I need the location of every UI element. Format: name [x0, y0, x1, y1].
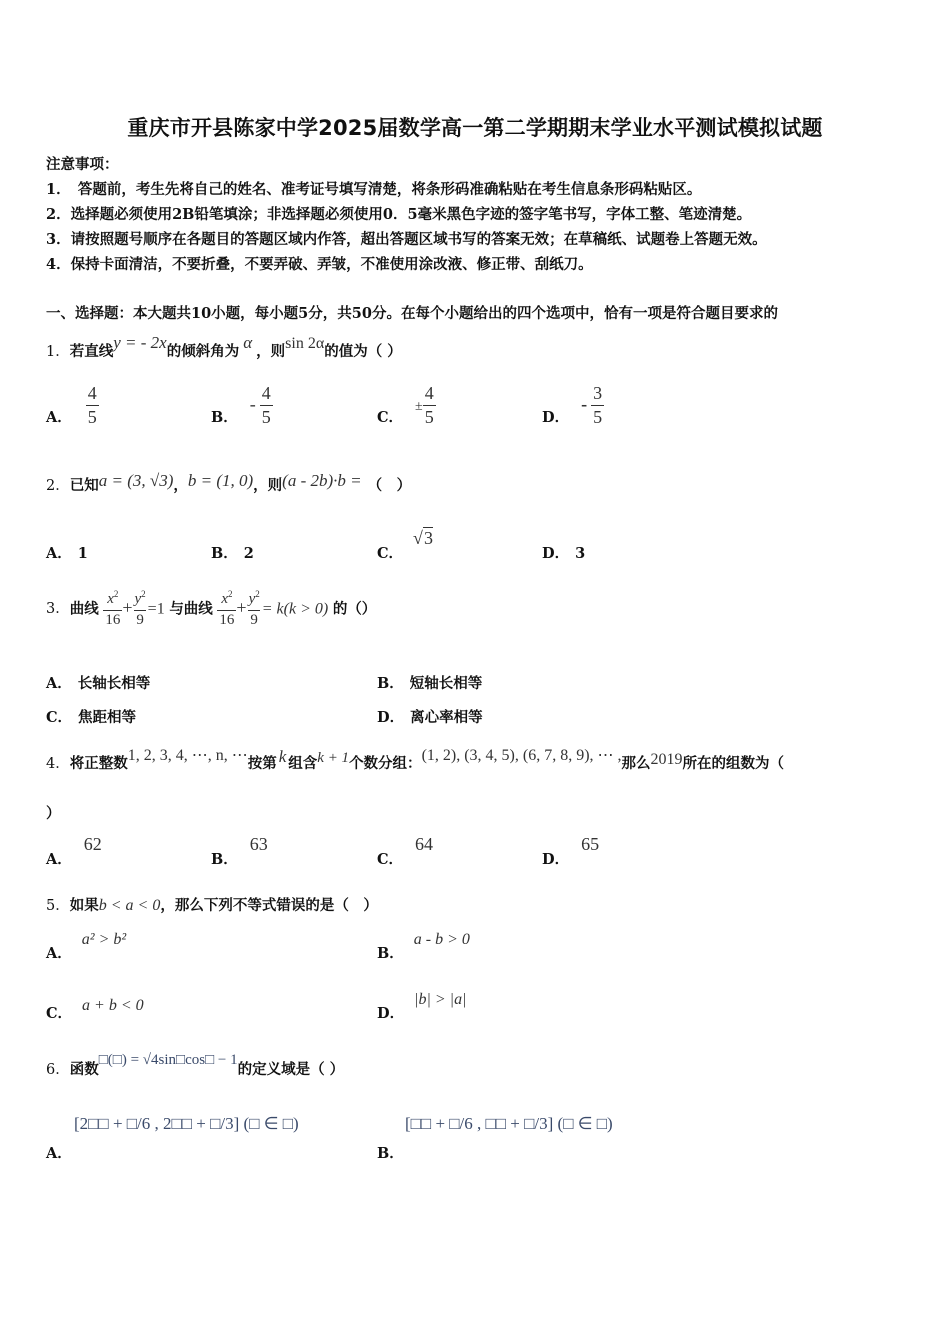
option-a[interactable]: A．a² > b²: [46, 931, 127, 962]
notice-heading: 注意事项：: [46, 156, 119, 173]
math-func: □(□) = √4sin□cos□ − 1: [98, 1052, 238, 1068]
notice-item: 3．请按照题号顺序在各题目的答题区域内作答，超出答题区域书写的答案无效；在草稿纸、试题卷上答题无效。: [46, 231, 767, 248]
math-line: y = - 2x: [113, 333, 167, 352]
notice-item: 4．保持卡面清洁，不要折叠，不要弄破、弄皱，不准使用涂改液、修正带、刮纸刀。: [46, 256, 593, 273]
question-2: 2．已知a = (3, √3)，b = (1, 0)，则(a - 2b)·b = （ ）: [46, 471, 412, 494]
fraction: $\frac{4}{5}$: [87, 383, 97, 427]
option-b[interactable]: B．a - b > 0: [377, 931, 470, 962]
question-6: 6．函数□(□) = √4sin□cos□ − 1的定义域是（ ）: [46, 1052, 345, 1078]
option-c[interactable]: C． a + b < 0: [46, 997, 144, 1022]
fraction: $\frac{4}{5}$: [261, 383, 271, 427]
option-c[interactable]: C． 焦距相等: [46, 709, 137, 726]
math-vector-a: a = (3, √3): [98, 471, 174, 490]
fraction: $\frac{y^2}{9}$: [248, 589, 260, 628]
option-d[interactable]: D．|b| > |a|: [377, 991, 467, 1022]
option-c[interactable]: C．64: [377, 834, 434, 868]
domain-expr: [□□ + □/6 , □□ + □/3] (□ ∈ □): [405, 1114, 613, 1133]
math-seq: 1, 2, 3, 4, ⋯, n, ⋯: [127, 747, 248, 764]
question-number: 1．: [46, 344, 70, 360]
option-b[interactable]: B． 短轴长相等: [377, 675, 483, 692]
option-b[interactable]: B．- $\frac{4}{5}$: [211, 383, 271, 427]
notice-item: 2．选择题必须使用2B铅笔填涂；非选择题必须使用0．5毫米黑色字迹的签字笔书写，字体工整、笔迹清楚。: [46, 206, 752, 223]
option-c[interactable]: C．± $\frac{4}{5}$: [377, 383, 434, 427]
option-a[interactable]: A．62: [46, 834, 102, 868]
section-heading: 一、选择题：本大题共10小题，每小题5分，共50分。在每个小题给出的四个选项中，恰有一项是符合题目要求的: [46, 305, 778, 322]
fraction: $\frac{3}{5}$: [593, 383, 603, 427]
fraction: $\frac{y^2}{9}$: [134, 589, 146, 628]
math-vector-b: b = (1, 0): [187, 471, 254, 490]
option-a[interactable]: A． $\frac{4}{5}$: [46, 383, 97, 427]
math-expr: (a - 2b)·b =: [282, 471, 362, 490]
option-a[interactable]: [2□□ + □/6 , 2□□ + □/3] (□ ∈ □) A．: [46, 1114, 299, 1162]
option-d[interactable]: D． 3: [542, 545, 586, 562]
option-a[interactable]: A． 1: [46, 545, 88, 562]
option-d[interactable]: D．- $\frac{3}{5}$: [542, 383, 603, 427]
math-groups: (1, 2), (3, 4, 5), (6, 7, 8, 9), ⋯ ,: [421, 747, 622, 764]
domain-expr: [2□□ + □/6 , 2□□ + □/3] (□ ∈ □): [74, 1114, 299, 1133]
math-cond: b < a < 0: [98, 897, 161, 914]
question-4: 4．将正整数1, 2, 3, 4, ⋯, n, ⋯按第 k 组含k + 1个数分组：(1, 2), (3, 4, 5), (6, 7, 8, 9), ⋯ ,那么2019所在的组数为（: [46, 747, 785, 772]
question-4-close: ）: [46, 805, 61, 822]
option-b[interactable]: [□□ + □/6 , □□ + □/3] (□ ∈ □) B．: [377, 1114, 613, 1162]
option-d[interactable]: D．65: [542, 834, 600, 868]
notice-item: 1． 答题前，考生先将自己的姓名、准考证号填写清楚，将条形码准确粘贴在考生信息条形码粘贴区。: [46, 181, 702, 198]
math-expr: sin 2α: [285, 335, 325, 352]
option-b[interactable]: B．63: [211, 834, 268, 868]
fraction: $\frac{x^2}{16}$: [219, 589, 235, 628]
option-d[interactable]: D． 离心率相等: [377, 709, 483, 726]
question-5: 5．如果b < a < 0，那么下列不等式错误的是（ ）: [46, 897, 378, 914]
option-b[interactable]: B． 2: [211, 545, 254, 562]
sqrt-value: 3: [423, 528, 433, 548]
page-title: 重庆市开县陈家中学2025届数学高一第二学期期末学业水平测试模拟试题: [127, 116, 823, 140]
option-a[interactable]: A． 长轴长相等: [46, 675, 151, 692]
question-1: 1．若直线y = - 2x的倾斜角为 α ，则sin 2α的值为（ ）: [46, 333, 402, 360]
fraction: $\frac{4}{5}$: [424, 383, 434, 427]
fraction: $\frac{x^2}{16}$: [105, 589, 121, 628]
option-c[interactable]: C．√3: [377, 528, 433, 562]
question-3: 3．曲线 $\frac{x^2}{16}$ + $\frac{y^2}{9}$ =1 与曲线 $\frac{x^2}{16}$ + $\frac{y^2}{9}$ = k(k > 0) 的（）: [46, 589, 377, 628]
math-alpha: α: [243, 333, 253, 352]
